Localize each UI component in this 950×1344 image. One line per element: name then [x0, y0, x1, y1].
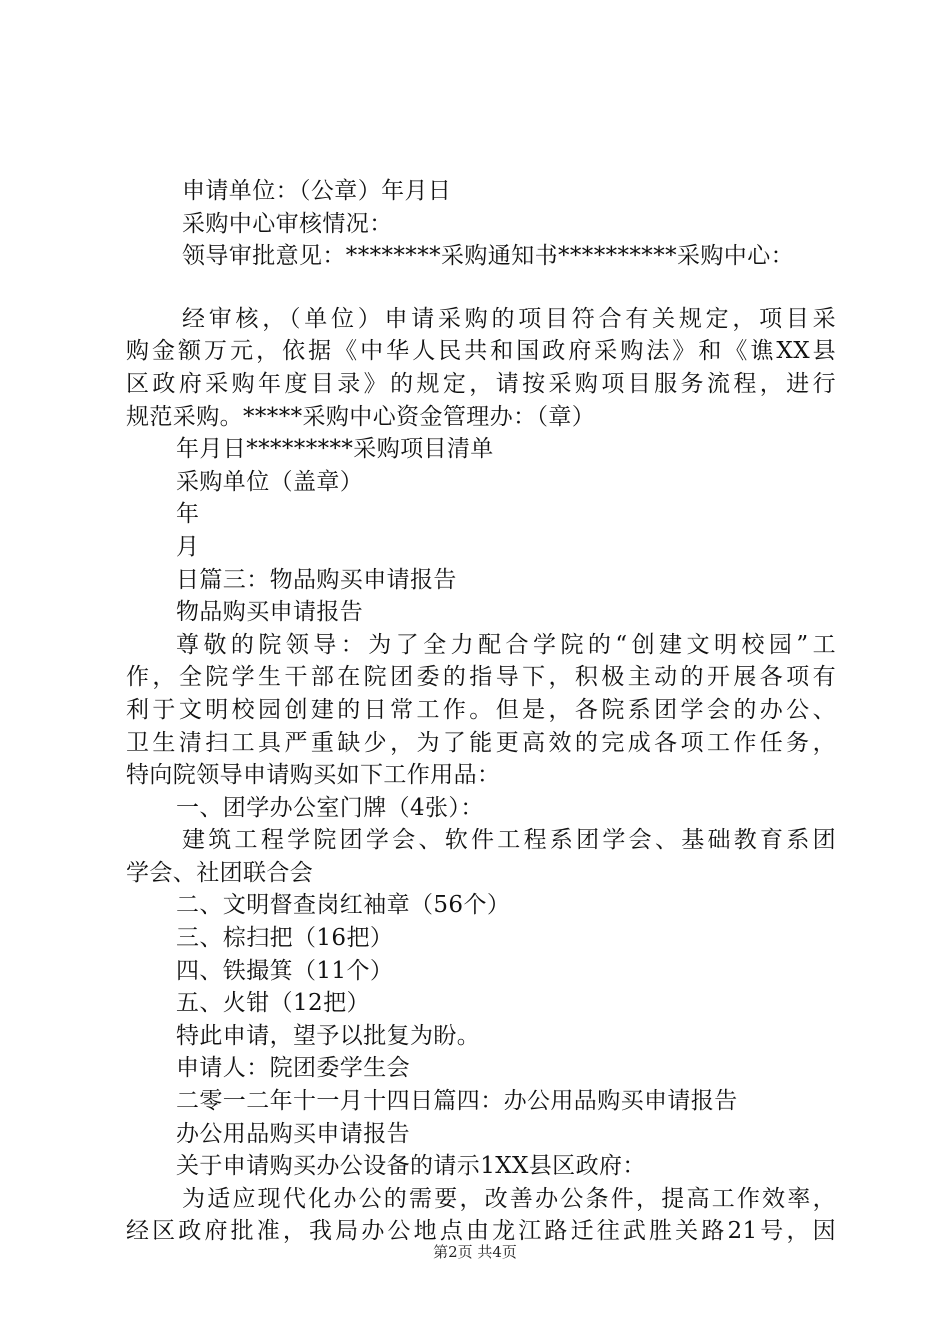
text-line: 三、棕扫把（16把） [176, 925, 394, 952]
text-line: 物品购买申请报告 [176, 599, 364, 626]
text-line: 采购单位（盖章） [176, 468, 364, 495]
text-line: 为适应现代化办公的需要，改善办公条件，提高工作效率， [182, 1185, 836, 1212]
text-line: 一、团学办公室门牌（4张）： [176, 794, 484, 821]
document-body [126, 175, 836, 1248]
paragraph-gap [126, 273, 836, 303]
text-line: 五、火钳（12把） [176, 990, 370, 1017]
text-line: 尊敬的院领导：为了全力配合学院的“创建文明校园”工 [176, 631, 836, 658]
text-line: 办公用品购买申请报告 [176, 1120, 410, 1147]
text-line: 领导审批意见：********采购通知书**********采购中心： [182, 243, 794, 270]
text-line: 采购中心审核情况： [182, 210, 393, 237]
text-line: 学会、社团联合会 [126, 859, 314, 886]
text-line: 年月日*********采购项目清单 [176, 436, 494, 463]
text-line: 经区政府批准，我局办公地点由龙江路迁往武胜关路21号，因 [126, 1218, 836, 1245]
text-line: 购金额万元，依据《中华人民共和国政府采购法》和《谯XX县 [126, 338, 836, 365]
text-line: 经审核，（单位）申请采购的项目符合有关规定，项目采 [182, 305, 836, 332]
text-line: 特向院领导申请购买如下工作用品： [126, 762, 501, 789]
text-line: 二、文明督查岗红袖章（56个） [176, 892, 511, 919]
text-line: 规范采购。*****采购中心资金管理办：（章） [126, 403, 596, 430]
text-line: 日篇三：物品购买申请报告 [176, 566, 457, 593]
text-line: 卫生清扫工具严重缺少，为了能更高效的完成各项工作任务， [126, 729, 836, 756]
text-line: 关于申请购买办公设备的请示1XX县区政府： [176, 1153, 646, 1180]
text-line: 年 [176, 501, 200, 528]
text-line: 申请人：院团委学生会 [176, 1055, 410, 1082]
text-line: 作，全院学生干部在院团委的指导下，积极主动的开展各项有 [126, 664, 836, 691]
text-line: 特此申请，望予以批复为盼。 [176, 1022, 481, 1049]
text-line: 申请单位：（公章）年月日 [182, 178, 452, 204]
text-line: 月 [176, 533, 200, 560]
text-line: 建筑工程学院团学会、软件工程系团学会、基础教育系团 [182, 827, 836, 854]
text-line: 区政府采购年度目录》的规定，请按采购项目服务流程，进行 [126, 370, 836, 397]
text-line: 四、铁撮箕（11个） [176, 957, 394, 984]
text-line: 利于文明校园创建的日常工作。但是，各院系团学会的办公、 [126, 696, 836, 723]
page-footer: 第2页 共4页 [433, 1243, 517, 1261]
text-line: 二零一二年十一月十四日篇四：办公用品购买申请报告 [176, 1088, 738, 1115]
